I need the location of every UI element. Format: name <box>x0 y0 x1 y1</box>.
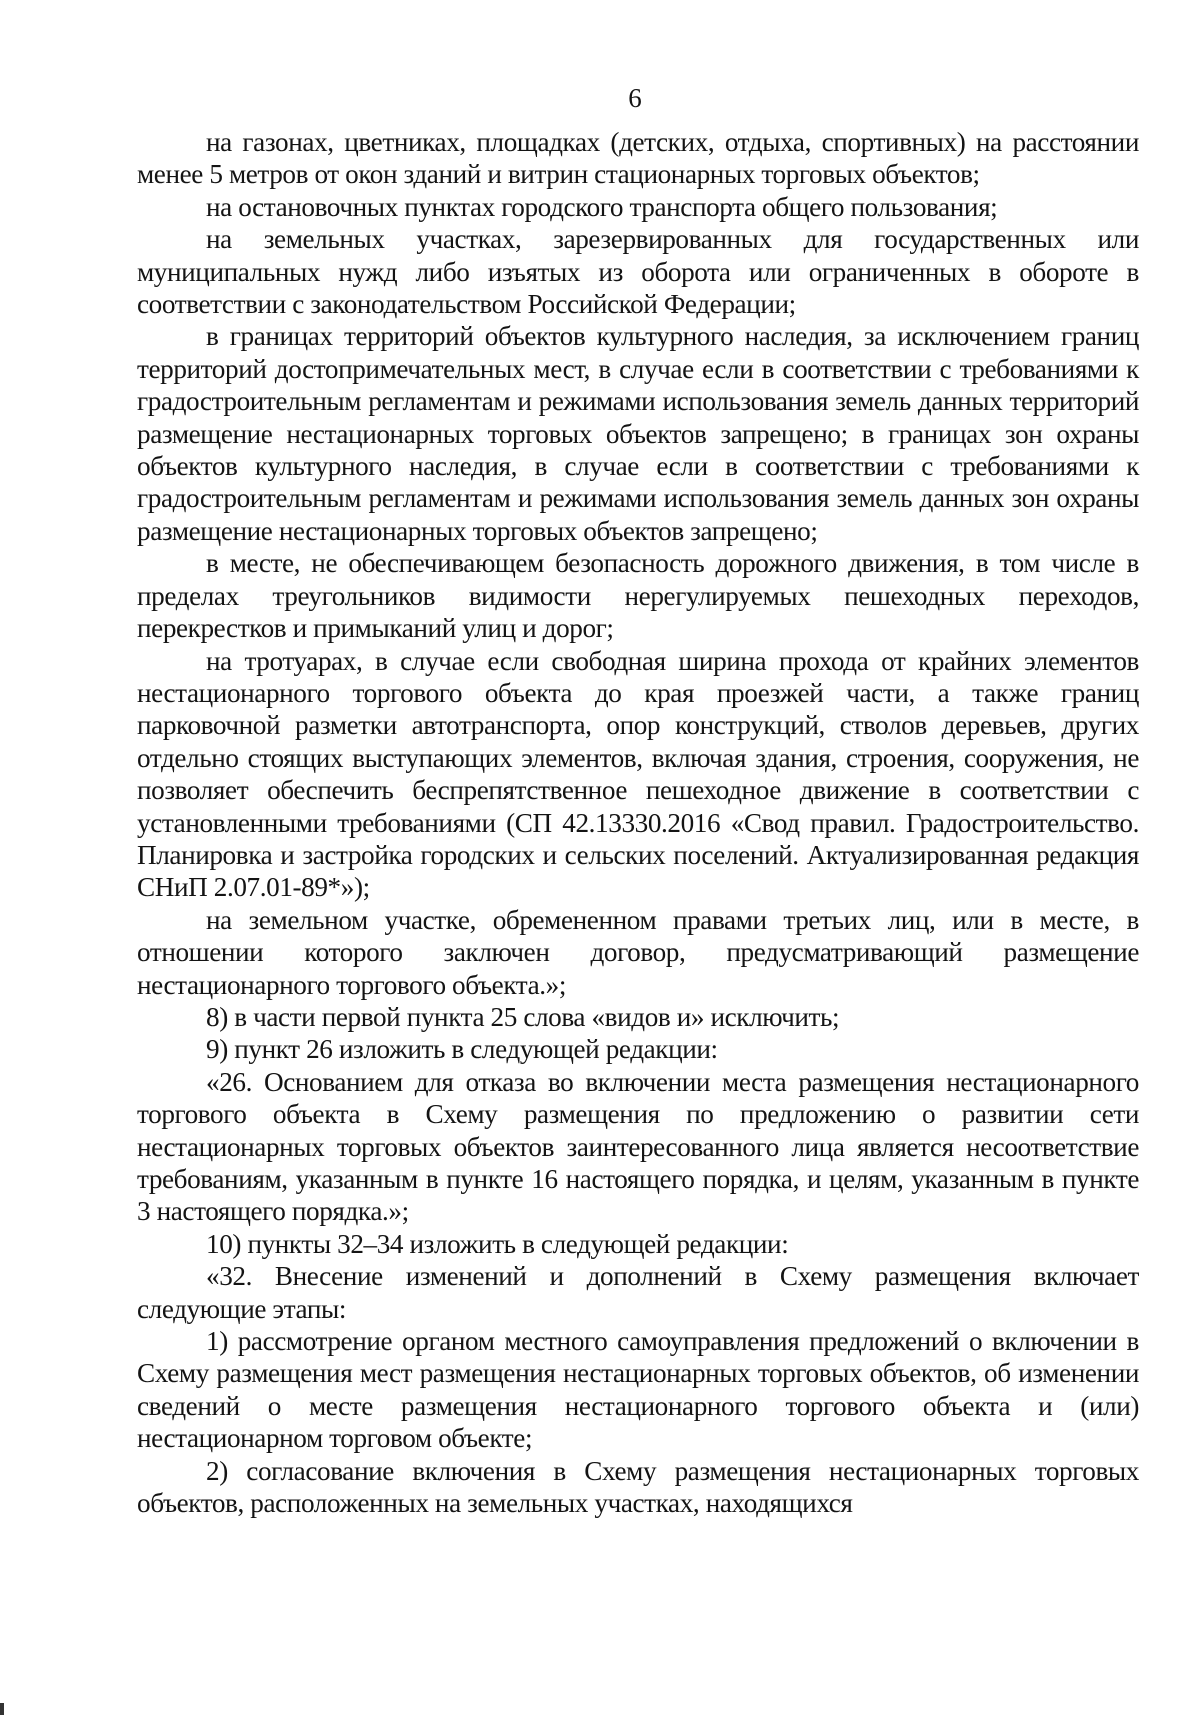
document-body <box>137 126 1139 1519</box>
paragraph-reserved-land: на земельных участках, зарезервированных для государственных или муниципальных нужд либо изъятых из оборота или ограниченных в обороте в соответствии с законодательством Российской Федерации; <box>137 224 1139 320</box>
paragraph-stage-1: 1) рассмотрение органом местного самоуправления предложений о включении в Схему размещения мест размещения нестационарных торговых объектов, об изменении сведений о месте размещения нестационарного торгового объекта и (или) нестационарном торговом объекте; <box>137 1326 1139 1454</box>
paragraph-sidewalks: на тротуарах, в случае если свободная ширина прохода от крайних элементов нестационарного торгового объекта до края проезжей части, а также границ парковочной разметки автотранспорта, опор конструкций, стволов деревьев, других отдельно стоящих выступающих элементов, включая здания, строения, сооружения, не позволяет обеспечить беспрепятственное пешеходное движение в соответствии с установленными требованиями (СП 42.13330.2016 «Свод правил. Градостроительство. Планировка и застройка городских и сельских поселений. Актуализированная редакция СНиП 2.07.01-89*»); <box>137 645 1139 903</box>
paragraph-stage-2: 2) согласование включения в Схему размещения нестационарных торговых объектов, расположенных на земельных участках, находящихся <box>137 1455 1139 1519</box>
paragraph-transport-stops: на остановочных пунктах городского транспорта общего пользования; <box>206 191 998 222</box>
paragraph-encumbered-land: на земельном участке, обремененном правами третьих лиц, или в месте, в отношении которого заключен договор, предусматривающий размещение нестационарного торгового объекта.»; <box>137 904 1139 1000</box>
paragraph-item-8: 8) в части первой пункта 25 слова «видов и» исключить; <box>206 1001 840 1032</box>
paragraph-lawns: на газонах, цветниках, площадках (детских, отдыха, спортивных) на расстоянии менее 5 метров от окон зданий и витрин стационарных торговых объектов; <box>137 127 1139 190</box>
paragraph-clause-32: «32. Внесение изменений и дополнений в Схему размещения включает следующие этапы: <box>137 1261 1139 1324</box>
paragraph-cultural-heritage: в границах территорий объектов культурного наследия, за исключением границ территорий достопримечательных мест, в случае если в соответствии с требованиями к градостроительным регламентам и режимами использования земель данных территорий размещение нестационарных торговых объектов запрещено; в границах зон охраны объектов культурного наследия, в случае если в соответствии с требованиями к градостроительным регламентам и режимами использования земель данных зон охраны размещение нестационарных торговых объектов запрещено; <box>137 321 1139 546</box>
paragraph-road-safety: в месте, не обеспечивающем безопасность дорожного движения, в том числе в пределах треугольников видимости нерегулируемых пешеходных переходов, перекрестков и примыканий улиц и дорог; <box>137 548 1139 644</box>
paragraph-clause-26: «26. Основанием для отказа во включении места размещения нестационарного торгового объекта в Схему размещения по предложению о развитии сети нестационарных торговых объектов заинтересованного лица является несоответствие требованиям, указанным в пункте 16 настоящего порядка, и целям, указанным в пункте 3 настоящего порядка.»; <box>137 1066 1139 1227</box>
paragraph-item-10: 10) пункты 32–34 изложить в следующей редакции: <box>206 1228 789 1259</box>
page-number: 6 <box>628 83 642 113</box>
scan-edge-mark <box>0 1703 4 1715</box>
paragraph-item-9: 9) пункт 26 изложить в следующей редакции: <box>206 1034 718 1065</box>
